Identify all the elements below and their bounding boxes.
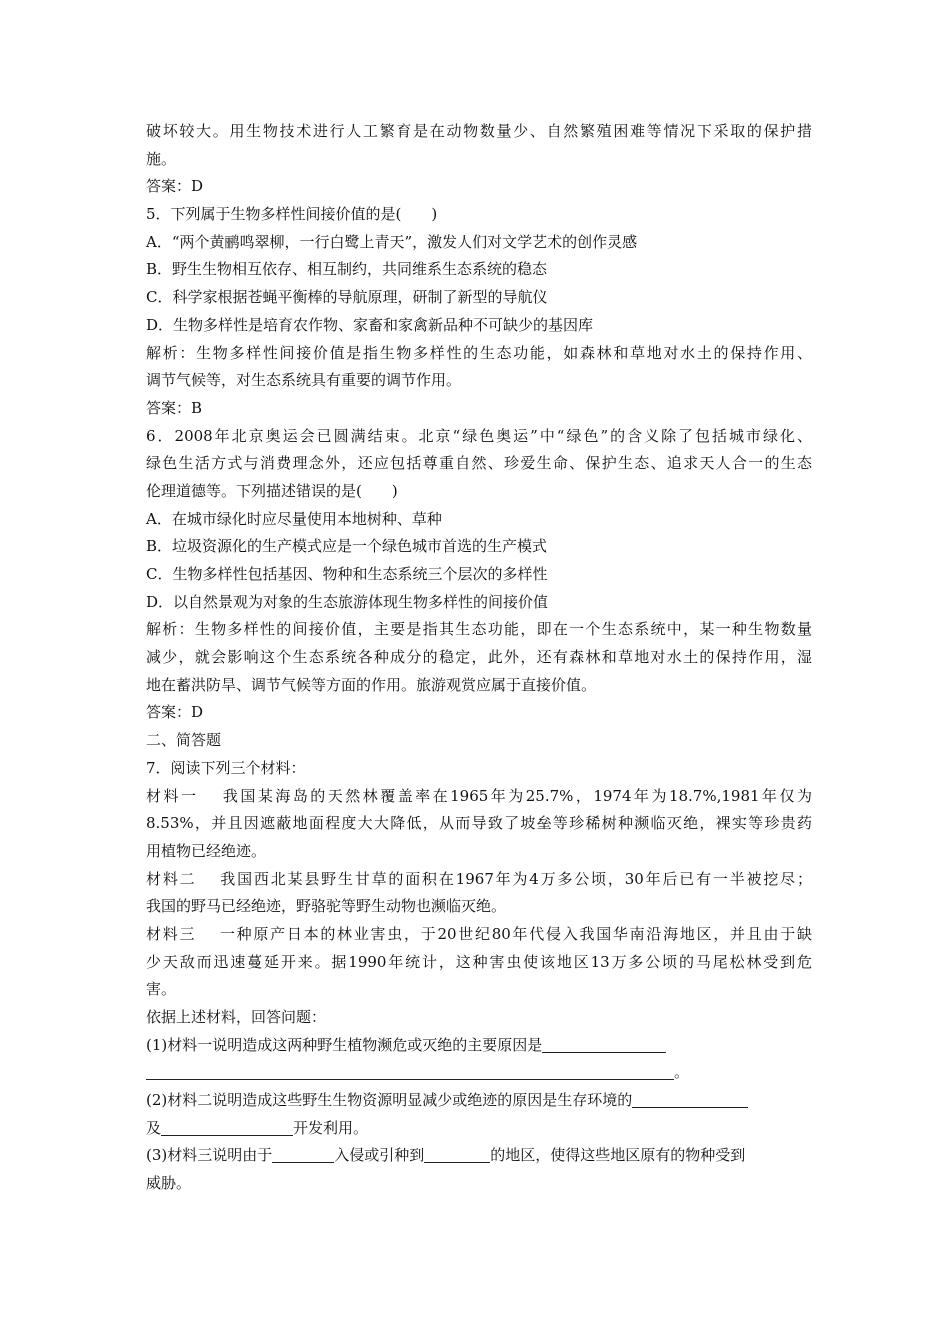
answer-blank-2a[interactable] bbox=[632, 1090, 748, 1108]
material-3-line-1 bbox=[146, 921, 812, 949]
material-1-line-1 bbox=[146, 783, 812, 811]
sub-question-2-mid: 及 bbox=[146, 1118, 162, 1137]
answer-blank-3b[interactable] bbox=[424, 1145, 490, 1163]
q5-option-c: C．科学家根据苍蝇平衡棒的导航原理，研制了新型的导航仪 bbox=[146, 288, 548, 307]
q5-stem: 5．下列属于生物多样性间接价值的是( ) bbox=[146, 205, 438, 224]
q6-analysis-line-1: 解析：生物多样性的间接价值，主要是指其生态功能，即在一个生态系统中，某一种生物数量 bbox=[146, 620, 812, 639]
answer-blank-1a[interactable] bbox=[542, 1035, 666, 1053]
material-3-line-3: 害。 bbox=[146, 980, 177, 999]
sub-question-3-a: (3)材料三说明由于 bbox=[146, 1146, 273, 1165]
material-2-line-2: 我国的野马已经绝迹，野骆驼等野生动物也濒临灭绝。 bbox=[146, 897, 507, 916]
sub-question-3-cont: 威胁。 bbox=[146, 1174, 192, 1193]
sub-question-2-cont bbox=[146, 1115, 812, 1143]
q4-explanation-line-1: 破坏较大。用生物技术进行人工繁育是在动物数量少、自然繁殖困难等情况下采取的保护措 bbox=[146, 122, 812, 140]
q6-answer: 答案：D bbox=[146, 703, 204, 722]
material-2-line-1 bbox=[146, 866, 812, 894]
q6-option-b: B．垃圾资源化的生产模式应是一个绿色城市首选的生产模式 bbox=[146, 537, 548, 556]
sub-question-1-end: 。 bbox=[674, 1063, 690, 1082]
q4-explanation-line-2: 施。 bbox=[146, 149, 177, 168]
q5-answer: 答案：B bbox=[146, 398, 203, 417]
sub-question-1-cont bbox=[146, 1059, 812, 1087]
material-1-label: 材料一 bbox=[146, 786, 199, 805]
q6-stem-line-1: 6．2008年北京奥运会已圆满结束。北京“绿色奥运”中“绿色”的含义除了包括城市绿化、 bbox=[146, 426, 812, 445]
q5-option-a: A．“两个黄鹂鸣翠柳，一行白鹭上青天”，激发人们对文学艺术的创作灵感 bbox=[146, 232, 638, 251]
sub-question-1 bbox=[146, 1032, 812, 1060]
q6-stem-line-2: 绿色生活方式与消费理念外，还应包括尊重自然、珍爱生命、保护生态、追求天人合一的生态 bbox=[146, 454, 812, 473]
material-3-line-2: 少天敌而迅速蔓延开来。据1990年统计，这种害虫使该地区13万多公顷的马尾松林受到危 bbox=[146, 952, 812, 971]
section-title: 二、简答题 bbox=[146, 731, 222, 750]
q5-option-d: D．生物多样性是培育农作物、家畜和家禽新品种不可缺少的基因库 bbox=[146, 315, 594, 334]
sub-question-2-text: (2)材料二说明造成这些野生生物资源明显减少或绝迹的原因是生存环境的 bbox=[146, 1091, 633, 1110]
q6-option-d: D．以自然景观为对象的生态旅游体现生物多样性的间接价值 bbox=[146, 592, 549, 611]
q6-option-a: A．在城市绿化时应尽量使用本地树种、草种 bbox=[146, 509, 442, 528]
q4-answer: 答案：D bbox=[146, 177, 204, 196]
sub-question-2 bbox=[146, 1087, 812, 1115]
q5-analysis-line-2: 调节气候等，对生态系统具有重要的调节作用。 bbox=[146, 371, 462, 390]
sub-question-2-end: 开发利用。 bbox=[293, 1118, 369, 1137]
answer-blank-2b[interactable] bbox=[161, 1118, 293, 1136]
document-page bbox=[146, 118, 812, 1198]
material-2-label: 材料二 bbox=[146, 869, 197, 888]
material-2-text: 我国西北某县野生甘草的面积在1967年为4万多公顷，30年后已有一半被挖尽； bbox=[218, 869, 812, 888]
answer-blank-3a[interactable] bbox=[272, 1145, 334, 1163]
material-1-line-2: 8.53%，并且因遮蔽地面程度大大降低，从而导致了坡垒等珍稀树种濒临灭绝，裸实等珍贵药 bbox=[146, 814, 812, 833]
q6-option-c: C．生物多样性包括基因、物种和生态系统三个层次的多样性 bbox=[146, 565, 548, 583]
q7-prompt: 依据上述材料，回答问题： bbox=[146, 1008, 327, 1026]
sub-question-3-c: 的地区，使得这些地区原有的物种受到 bbox=[490, 1146, 746, 1165]
material-1-text: 我国某海岛的天然林覆盖率在1965年为25.7%，1974年为18.7%,1981年仅为 bbox=[220, 786, 812, 805]
answer-blank-1b[interactable] bbox=[146, 1062, 674, 1080]
sub-question-3 bbox=[146, 1142, 812, 1170]
material-3-text: 一种原产日本的林业害虫，于20世纪80年代侵入我国华南沿海地区，并且由于缺 bbox=[218, 924, 812, 943]
q7-stem: 7．阅读下列三个材料： bbox=[146, 758, 306, 777]
q6-analysis-line-3: 地在蓄洪防旱、调节气候等方面的作用。旅游观赏应属于直接价值。 bbox=[146, 675, 597, 694]
material-3-label: 材料三 bbox=[146, 924, 197, 943]
material-1-line-3: 用植物已经绝迹。 bbox=[146, 841, 267, 860]
q5-option-b: B．野生生物相互依存、相互制约，共同维系生态系统的稳态 bbox=[146, 260, 548, 279]
q6-stem-line-3: 伦理道德等。下列描述错误的是( ) bbox=[146, 481, 398, 500]
q5-analysis-line-1: 解析：生物多样性间接价值是指生物多样性的生态功能，如森林和草地对水土的保持作用、 bbox=[146, 343, 812, 362]
q6-analysis-line-2: 减少，就会影响这个生态系统各种成分的稳定，此外，还有森林和草地对水土的保持作用，湿 bbox=[146, 648, 812, 667]
sub-question-3-b: 入侵或引种到 bbox=[334, 1146, 425, 1165]
sub-question-1-text: (1)材料一说明造成这两种野生植物濒危或灭绝的主要原因是 bbox=[146, 1035, 543, 1054]
